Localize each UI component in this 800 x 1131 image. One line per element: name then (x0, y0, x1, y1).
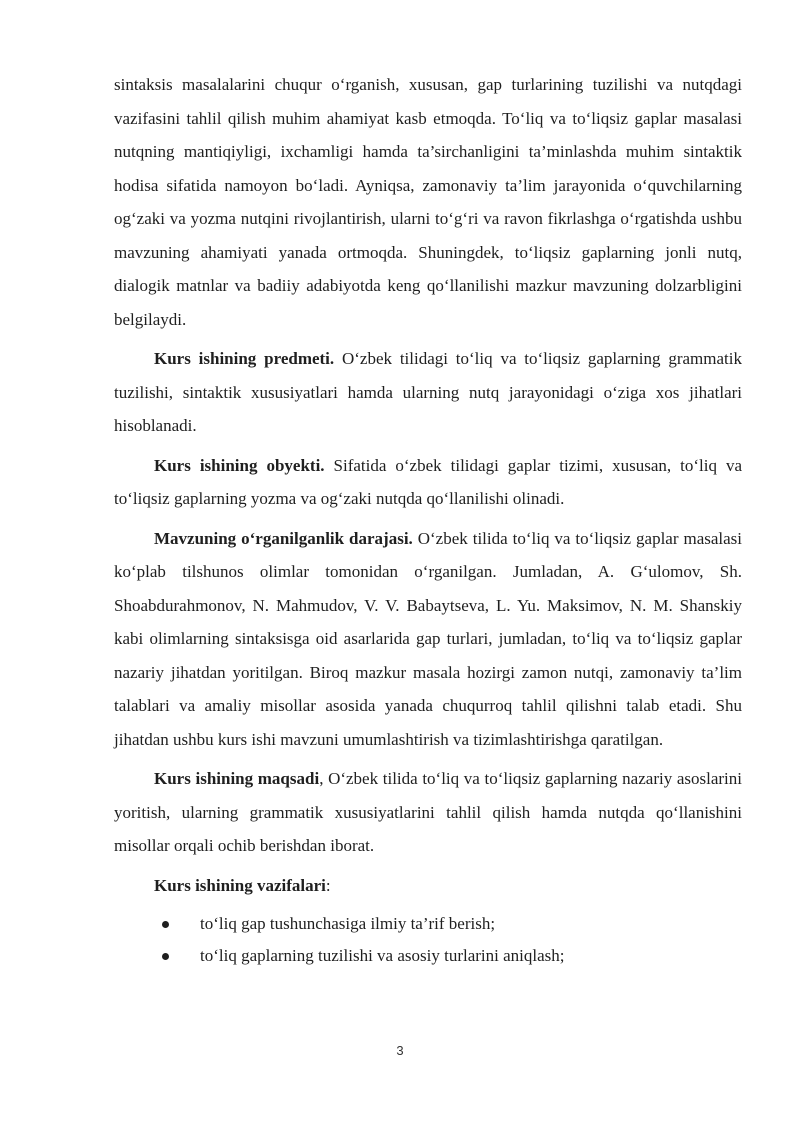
list-item (162, 908, 742, 940)
daraja-paragraph (114, 522, 742, 757)
vazifalar-suffix: : (325, 875, 331, 895)
intro-paragraph: sintaksis masalalarini chuqur o‘rganish, xususan, gap turlarining tuzilishi va nutqdagi vazifasini tahlil qilish muhim ahamiyat kasb etmoqda. To‘liq va to‘liqsiz gaplar masalasi nutqning mantiqiyligi, ixchamligi hamda ta’sirchanligini ta’minlashda muhim sintaktik hodisa sifatida namoyon bo‘ladi. Ayniqsa, zamonaviy ta’lim jarayonida o‘quvchilarning og‘zaki va yozma nutqini rivojlantirish, ularni to‘g‘ri va ravon fikrlashga o‘rgatishda ushbu mavzuning ahamiyati yanada ortmoqda. Shuningdek, to‘liqsiz gaplarning jonli nutq, dialogik matnlar va badiiy adabiyotda keng qo‘llanilishi mazkur mavzuning dolzarbligini belgilaydi. (114, 75, 742, 329)
obyekt-paragraph (114, 449, 742, 516)
obyekt-heading: Kurs ishining obyekti. (154, 455, 325, 475)
page-number: 3 (396, 1043, 404, 1058)
maqsad-heading: Kurs ishining maqsadi (154, 769, 320, 788)
list-item-text: to‘liq gaplarning tuzilishi va asosiy turlarini aniqlash; (200, 946, 565, 965)
daraja-heading: Mavzuning o‘rganilganlik darajasi. (154, 528, 413, 548)
vazifalar-paragraph (114, 869, 742, 903)
list-item-text: to‘liq gap tushunchasiga ilmiy ta’rif berish; (200, 914, 496, 933)
predmet-paragraph (114, 342, 742, 443)
predmet-heading: Kurs ishining predmeti. (154, 349, 335, 368)
maqsad-paragraph (114, 762, 742, 863)
bullet-icon (162, 953, 169, 960)
maqsad-text: , O‘zbek tilida to‘liq va to‘liqsiz gaplarning nazariy asoslarini yoritish, ularning grammatik xususiyatlarini tahlil qilish hamda nutqda qo‘llanishini misollar orqali ochib berishdan iborat. (114, 769, 742, 855)
predmet-text: O‘zbek tilidagi to‘liq va to‘liqsiz gaplarning grammatik tuzilishi, sintaktik xususiyatlari hamda ularning nutq jarayonidagi o‘ziga xos jihatlari hisoblanadi. (114, 349, 742, 435)
vazifalar-heading: Kurs ishining vazifalari (154, 875, 326, 895)
bullet-icon (162, 921, 169, 928)
task-list (114, 908, 742, 972)
daraja-text: O‘zbek tilida to‘liq va to‘liqsiz gaplar masalasi ko‘plab tilshunos olimlar tomonidan o‘rganilgan. Jumladan, A. G‘ulomov, Sh. Shoabdurahmonov, N. Mahmudov, V. V. Babaytseva, L. Yu. Maksimov, N. M. Shanskiy kabi olimlarning sintaksisga oid asarlarida gap turlari, jumladan, to‘liq va to‘liqsiz gaplar nazariy jihatdan yoritilgan. Biroq mazkur masala hozirgi zamon nutqi, zamonaviy ta’lim talablari va amaliy misollar asosida yanada chuqurroq tahlil qilishni talab etadi. Shu jihatdan ushbu kurs ishi mavzuni umumlashtirish va tizimlashtirishga qaratilgan. (114, 528, 743, 749)
obyekt-text: Sifatida o‘zbek tilidagi gaplar tizimi, xususan, to‘liq va to‘liqsiz gaplarning yozma va og‘zaki nutqda qo‘llanilishi olinadi. (114, 455, 742, 508)
list-item (162, 940, 742, 972)
